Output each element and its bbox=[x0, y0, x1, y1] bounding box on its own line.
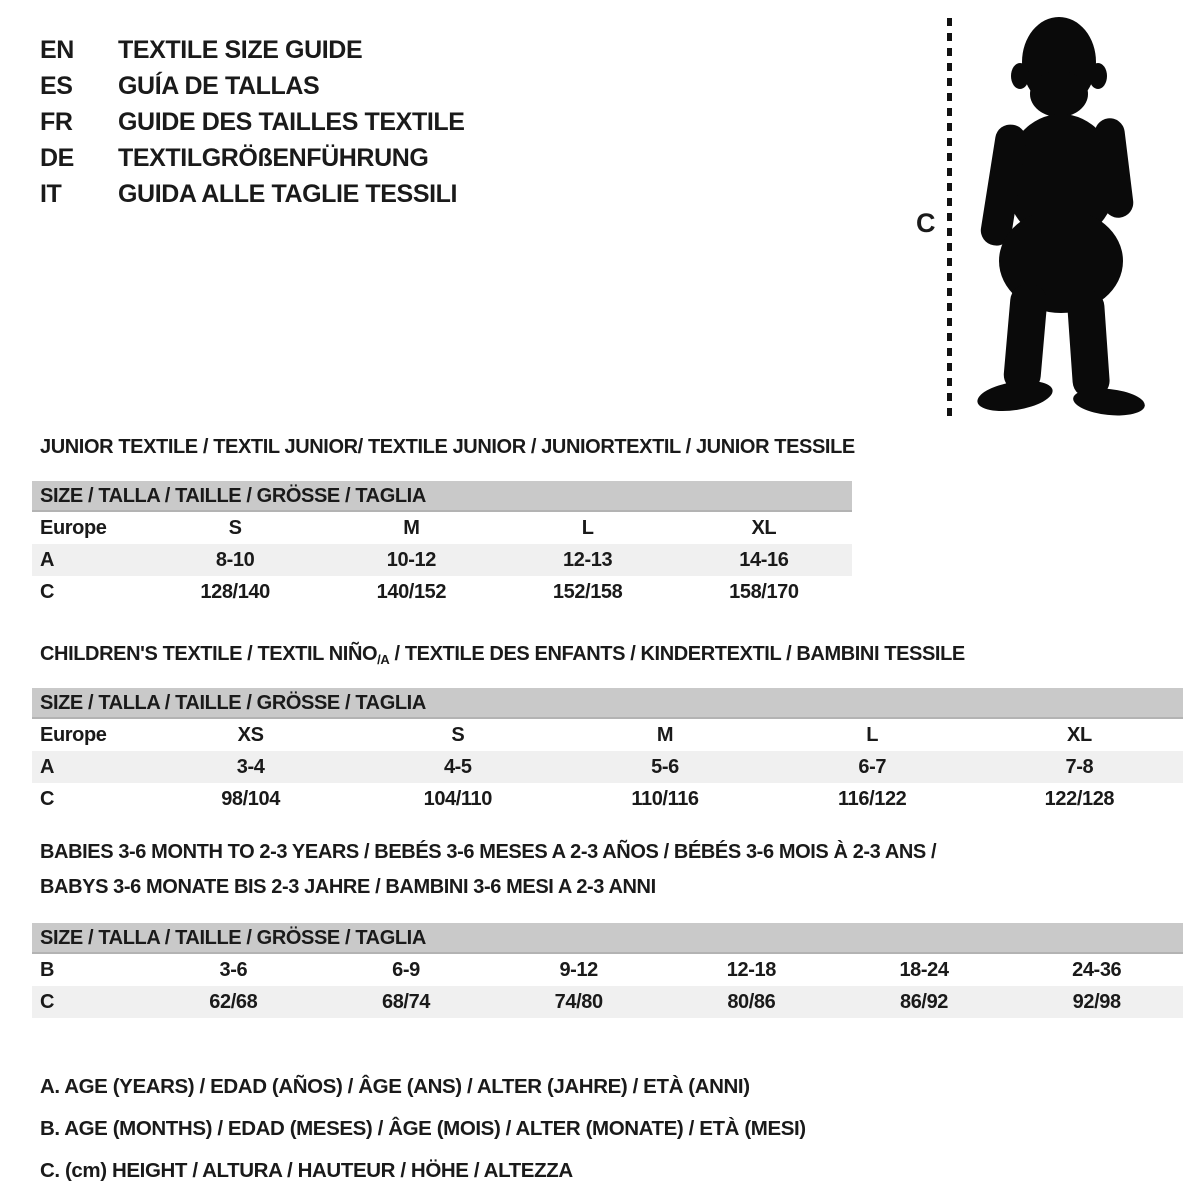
height-cell: 158/170 bbox=[729, 580, 799, 603]
legend-age-months: B. AGE (MONTHS) / EDAD (MESES) / ÂGE (MOIS) / ALTER (MONATE) / ETÀ (MESI) bbox=[40, 1117, 806, 1140]
children-title-part2: / TEXTILE DES ENFANTS / KINDERTEXTIL / BAMBINI TESSILE bbox=[389, 643, 965, 665]
height-cell: 92/98 bbox=[1072, 990, 1121, 1013]
height-cell: 110/116 bbox=[631, 787, 699, 810]
age-cell: 4-5 bbox=[443, 755, 472, 778]
height-figure bbox=[900, 0, 1200, 430]
legend-notes bbox=[40, 1066, 806, 1192]
size-cell: M bbox=[403, 516, 420, 539]
legend-height-cm: C. (cm) HEIGHT / ALTURA / HAUTEUR / HÖHE / ALTEZZA bbox=[40, 1159, 573, 1182]
months-cell: 9-12 bbox=[559, 958, 598, 981]
babies-size-table bbox=[32, 923, 1183, 1018]
lang-row-de bbox=[40, 140, 465, 176]
lang-row-fr bbox=[40, 104, 465, 140]
height-cell: 122/128 bbox=[1044, 787, 1115, 810]
age-cell: 14-16 bbox=[739, 548, 789, 571]
lang-row-it bbox=[40, 176, 465, 212]
babies-months-row bbox=[32, 954, 1183, 986]
lang-code-es: ES bbox=[40, 71, 73, 100]
junior-size-table bbox=[32, 481, 852, 608]
age-cell: 12-13 bbox=[563, 548, 613, 571]
months-cell: 12-18 bbox=[726, 958, 776, 981]
row-label: A bbox=[40, 548, 55, 571]
size-cell: XS bbox=[237, 723, 264, 746]
height-cell: 98/104 bbox=[221, 787, 280, 810]
row-label: Europe bbox=[40, 723, 107, 746]
height-cell: 116/122 bbox=[838, 787, 907, 810]
size-cell: XL bbox=[1067, 723, 1092, 746]
age-cell: 3-4 bbox=[236, 755, 265, 778]
height-cell: 68/74 bbox=[381, 990, 431, 1013]
children-height-row bbox=[32, 783, 1183, 815]
lang-row-en bbox=[40, 32, 465, 68]
row-label: B bbox=[40, 958, 55, 981]
age-cell: 5-6 bbox=[651, 755, 679, 778]
size-cell: L bbox=[581, 516, 594, 539]
children-section-title bbox=[40, 643, 965, 667]
toddler-silhouette-icon bbox=[960, 6, 1156, 418]
children-age-row bbox=[32, 751, 1183, 783]
age-cell: 6-7 bbox=[858, 755, 887, 778]
legend-age-years: A. AGE (YEARS) / EDAD (AÑOS) / ÂGE (ANS) / ALTER (JAHRE) / ETÀ (ANNI) bbox=[40, 1075, 750, 1098]
language-title-list bbox=[40, 32, 465, 212]
age-cell: 10-12 bbox=[386, 548, 436, 571]
height-cell: 140/152 bbox=[376, 580, 447, 603]
babies-size-header-bar: SIZE / TALLA / TAILLE / GRÖSSE / TAGLIA bbox=[32, 923, 1183, 954]
months-cell: 3-6 bbox=[219, 958, 248, 981]
children-size-header-bar: SIZE / TALLA / TAILLE / GRÖSSE / TAGLIA bbox=[32, 688, 1183, 719]
row-label: A bbox=[40, 755, 55, 778]
children-size-table bbox=[32, 688, 1183, 815]
lang-title-it: GUIDA ALLE TAGLIE TESSILI bbox=[118, 179, 458, 208]
row-label: C bbox=[40, 990, 55, 1013]
height-dashed-line-icon bbox=[947, 18, 952, 416]
lang-title-en: TEXTILE SIZE GUIDE bbox=[118, 35, 363, 64]
months-cell: 18-24 bbox=[899, 958, 949, 981]
lang-code-it: IT bbox=[40, 179, 62, 208]
months-cell: 6-9 bbox=[392, 958, 420, 981]
babies-height-row bbox=[32, 986, 1183, 1018]
junior-height-row bbox=[32, 576, 852, 608]
height-cell: 62/68 bbox=[209, 990, 258, 1013]
size-cell: S bbox=[451, 723, 465, 746]
height-cell: 104/110 bbox=[423, 787, 492, 810]
junior-age-row bbox=[32, 544, 852, 576]
children-europe-row bbox=[32, 719, 1183, 751]
row-label: Europe bbox=[40, 516, 107, 539]
lang-code-en: EN bbox=[40, 35, 74, 64]
height-cell: 86/92 bbox=[899, 990, 949, 1013]
children-title-sub: /A bbox=[377, 652, 390, 667]
height-cell: 74/80 bbox=[554, 990, 603, 1013]
row-label: C bbox=[40, 580, 55, 603]
babies-section-title-line2: BABYS 3-6 MONATE BIS 2-3 JAHRE / BAMBINI 3-6 MESI A 2-3 ANNI bbox=[40, 876, 656, 898]
lang-title-fr: GUIDE DES TAILLES TEXTILE bbox=[118, 107, 465, 136]
height-cell: 152/158 bbox=[552, 580, 623, 603]
height-measure-label: C bbox=[916, 208, 936, 238]
height-cell: 128/140 bbox=[200, 580, 270, 603]
months-cell: 24-36 bbox=[1072, 958, 1122, 981]
lang-title-de: TEXTILGRÖßENFÜHRUNG bbox=[118, 143, 429, 172]
junior-europe-row bbox=[32, 512, 852, 544]
lang-code-fr: FR bbox=[40, 107, 73, 136]
children-title-part1: CHILDREN'S TEXTILE / TEXTIL NIÑO bbox=[40, 643, 378, 665]
lang-code-de: DE bbox=[40, 143, 74, 172]
age-cell: 8-10 bbox=[215, 548, 255, 571]
row-label: C bbox=[40, 787, 55, 810]
junior-size-header-bar: SIZE / TALLA / TAILLE / GRÖSSE / TAGLIA bbox=[32, 481, 852, 512]
size-cell: M bbox=[656, 723, 674, 746]
lang-title-es: GUÍA DE TALLAS bbox=[118, 71, 320, 100]
lang-row-es bbox=[40, 68, 465, 104]
junior-section-title: JUNIOR TEXTILE / TEXTIL JUNIOR/ TEXTILE JUNIOR / JUNIORTEXTIL / JUNIOR TESSILE bbox=[40, 436, 855, 458]
size-cell: S bbox=[228, 516, 242, 539]
height-cell: 80/86 bbox=[727, 990, 776, 1013]
babies-section-title-line1: BABIES 3-6 MONTH TO 2-3 YEARS / BEBÉS 3-6 MESES A 2-3 AÑOS / BÉBÉS 3-6 MOIS À 2-3 ANS / bbox=[40, 841, 937, 863]
size-cell: L bbox=[866, 723, 879, 746]
size-cell: XL bbox=[751, 516, 777, 539]
age-cell: 7-8 bbox=[1065, 755, 1094, 778]
